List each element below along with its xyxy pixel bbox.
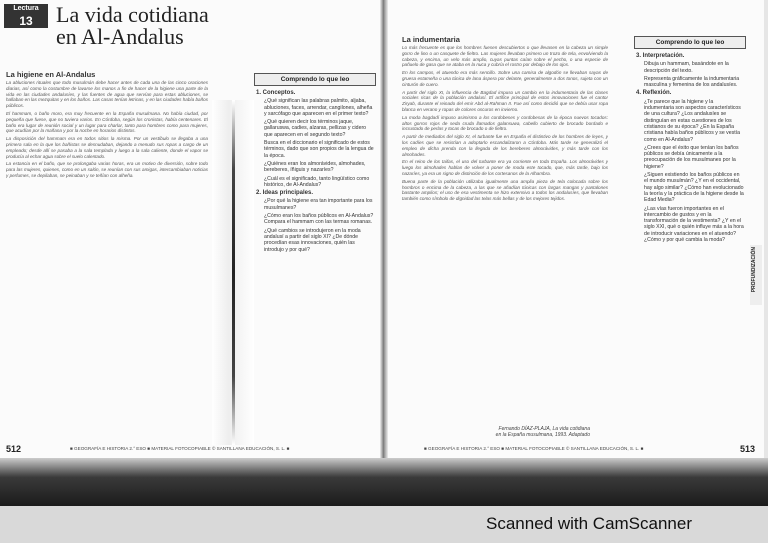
interpretacion-heading: 3. Interpretación. [636, 53, 685, 59]
section-heading-higiene: La higiene en Al-Andalus [6, 70, 96, 79]
title-line-1: La vida cotidiana [56, 2, 209, 27]
right-body-text [402, 45, 608, 420]
list-item: • ¿Qué cambios se introdujeron en la moda andalusí a partir del siglo XI? ¿De dónde procedían esas innovaciones, quién las introdujo y por qué? [264, 228, 374, 253]
comprendo-box-left [256, 88, 374, 438]
scan-shadow [0, 458, 768, 506]
comprendo-box-header-right: Comprendo lo que leo [634, 36, 746, 49]
page-number-left: 512 [6, 444, 22, 454]
paragraph: La estancia en el baño, que se prolongaba varias horas, era un motivo de diversión, sobre todo para las mujeres, quienes, como en un salón, se reunían con sus amigas, intercambiaban noticias y perfumes, se depilaban, se peinaban y se teñían con alheña. [6, 161, 208, 178]
lectura-number: 13 [4, 14, 48, 28]
paragraph: Buena parte de la población utilizaba igualmente una amplia pieza de tela colocada sobre los hombros o encima de la cabeza, a las que se añadían túnicas con largas mangas y pantalones bastante amplios; el uso de esa vestimenta se hizo extensivo a todos los andalusíes, que llevaban también como símbolo de dignidad las telas más bellas y de los mejores tejidos. [402, 178, 608, 202]
reflexion-heading: 4. Reflexión. [636, 90, 672, 97]
citation-line-1: Fernando DÍAZ-PLAJA, La vida cotidiana [498, 426, 590, 432]
list-item: • ¿Siguen existiendo los baños públicos en el mundo musulmán? ¿Y en el occidental, hay algo similar? ¿Cómo han evolucionado la teoría y la práctica de la higiene desde la Edad Media? [644, 172, 744, 203]
book-gutter [380, 0, 388, 470]
paragraph: En los campos, el atuendo era más sencillo. Sobre una camisa de algodón se llevaban sayas de gruesa estameña o una túnica de lana áspera por delante, generalmente a dos tonos, sujeta con un cinturón de cuero. [402, 70, 608, 87]
list-item: • Busca en el diccionario el significado de estos términos, dado que son propios de la lengua de la época. [264, 140, 374, 159]
ideas-list [256, 198, 374, 252]
list-item: • ¿Crees que el éxito que tenían los baños públicos se debía únicamente a la preocupación de los musulmanes por la higiene? [644, 145, 744, 170]
right-page [386, 0, 764, 458]
list-item: • ¿Quiénes eran los almorávides, almohades, bereberes, íñiguis y nazaríes? [264, 161, 374, 174]
paragraph: A partir de mediados del siglo XI, el turbante fue en España el distintivo de los hombres de leyes, y los cadíes que se resistían a adoptarlo escandalizaron a Córdoba. Más tarde se generalizó el empleo de dicha prenda con la llegada de los bereberes almorávides, y más tarde con los almohades. [402, 134, 608, 157]
list-item: • ¿Cuál es el significado, tanto lingüístico como histórico, de Al-Andalus? [264, 176, 374, 189]
paragraph: Lo más frecuente es que los hombres fuesen descubiertos o que llevasen en la cabeza un simple gorro de lino o un casquete de fieltro. Las mujeres llevaban primero un trozo de tela, envolviendo la cabeza, y encima, un velo más amplio, cuyas puntas caían sobre el pecho, o una especie de pañuelo de gasa que se ataba en la nuca y cubría el rostro por debajo de los ojos. [402, 45, 608, 68]
reflexion-list [636, 99, 744, 244]
list-item: • ¿Por qué la higiene era tan importante para los musulmanes? [264, 198, 374, 211]
comprendo-box-right [636, 51, 744, 436]
list-item: • Dibuja un hammam, basándote en la descripción del texto. [644, 61, 744, 74]
camscanner-watermark: Scanned with CamScanner [486, 514, 693, 533]
side-tab [750, 245, 762, 305]
decorative-stripe [232, 100, 235, 445]
paragraph: El hammam, o baño moro, era muy frecuente en la España musulmana. No había ciudad, por pequeña que fuese, que no tuviera varios. En Córdoba, según los cronistas, había centenares. El baño era lugar de reunión social y un lugar para charlar, tanto para hombres como para mujeres, que acudían por la mañana y por la noche en horarios distintos. [6, 110, 208, 134]
conceptos-list [256, 98, 374, 188]
comprendo-box-header-left: Comprendo lo que leo [254, 73, 376, 86]
conceptos-heading: 1. Conceptos. [256, 90, 296, 96]
ideas-heading: 2. Ideas principales. [256, 190, 314, 197]
interpretacion-list [636, 61, 744, 88]
paragraph: La disposición del hammam era en todos sitios la misma. Por un vestíbulo se llegaba a una primera sala en la que los bañistas se desnudaban, dejando a menudo sus ropas a cargo de un empleado; desde allí se pasaba a la sala templada y luego a la sala caliente, donde el vapor se producía al echar agua sobre el suelo calentado. [6, 136, 208, 159]
paragraph: A partir del siglo XI, la influencia de Bagdad impuso un cambio en la indumentaria de las clases sociales ricas de la población andalusí. El artífice principal de estos innovaciones fue el cantor Ziryab, durante el reinado del emir Abd al-Rahman II. Fue así como decidió que se debía usar ropa blanca en verano y ropas de colores oscuros en invierno. [402, 89, 608, 112]
list-item: • ¿Qué significan las palabras palmito, aljaba, abluciones, faces, arrendar, cangilones, alheña y sarcófago que aparecen en el primer texto? [264, 98, 374, 117]
left-page [0, 0, 382, 458]
list-item: • Representa gráficamente la indumentaria masculina y femenina de los andalusíes. [644, 76, 744, 89]
paragraph: En el reino de los taifas, el uso del turbante era ya corriente en toda España. Los almorávides y luego los almohades hablan de volver a poner de moda este tocado, que, más tarde, bajo los nazaríes, ya era un signo de distinción de los cortesanos de la Alhambra. [402, 159, 608, 176]
title-line-2: en Al-Andalus [56, 24, 184, 49]
footer-text-left: ■ GEOGRAFÍA E HISTORIA 2.° ESO ■ MATERIAL FOTOCOPIABLE © SANTILLANA EDUCACIÓN, S. L. ■ [70, 446, 290, 451]
footer-text-right: ■ GEOGRAFÍA E HISTORIA 2.° ESO ■ MATERIAL FOTOCOPIABLE © SANTILLANA EDUCACIÓN, S. L. ■ [424, 446, 644, 451]
page-title [56, 4, 209, 48]
citation [402, 426, 590, 438]
section-heading-indumentaria: La indumentaria [402, 35, 460, 44]
list-item: • ¿Qué quieren decir los términos jaque, gallaruswa, cadies, alzaras, pellizas y cidero que aparecen en el segundo texto? [264, 119, 374, 138]
citation-line-2: en la España musulmana, 1993. Adaptado [495, 432, 590, 438]
page-number-right: 513 [740, 444, 756, 454]
side-tab-label: PROFUNDIZACIÓN [751, 247, 757, 293]
list-item: • ¿Cómo eran los baños públicos en Al-Andalus? Compara el hammam con las termas romanas. [264, 213, 374, 226]
paragraph: La moda bagdadí impuso asimismo a los cordobeses y cordobesas de la época nuevos tocados: altos gorros rojos de seda cruda llamados galansuwa, cabello cubierto de brocado bordado e incrustado de perlas y tocas de brocado o de fieltro. [402, 114, 608, 132]
lectura-label: Lectura [4, 4, 48, 14]
list-item: • ¿Las vías fueron importantes en el intercambio de gustos y en la transformación de la vestimenta? ¿Y en el siglo XXI, qué o quién influye más a la hora de introducir variaciones en el atuendo? ¿Cómo y por qué cambia la moda? [644, 206, 744, 244]
list-item: • ¿Te parece que la higiene y la indumentaria son aspectos característicos de una cultura? ¿Los andalusíes se distinguían en estas cuestiones de los cristianos de su época? ¿En la España cristiana había baños públicos y se vestía como en Al-Andalus? [644, 99, 744, 143]
paragraph: La abluciones rituales que todo musulmán debe hacer antes de cada una de las cinco oraciones diarias, así como la costumbre de lavarse los manos a fin de hacer de la higiene una parte de la vida en las ciudades andalusíes, y las fuentes de agua que servían para estas abluciones, se hallaban en las mezquitas y en los baños. Las casas tenían letrinas, y en las ciudades había baños públicos. [6, 80, 208, 109]
left-body-text [6, 80, 208, 440]
